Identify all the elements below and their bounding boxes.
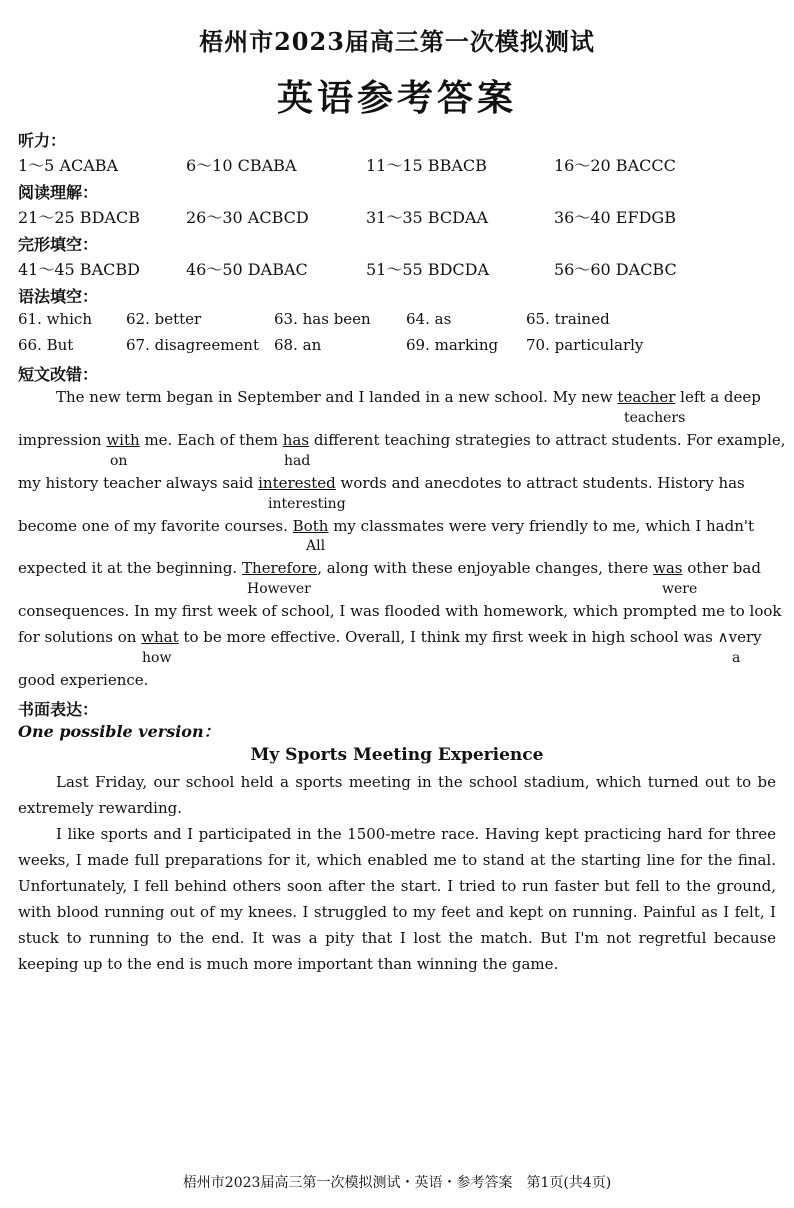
grammar-label: 语法填空： xyxy=(18,287,99,306)
correction-fix: However xyxy=(247,581,311,597)
grammar-answer: 70. particularly xyxy=(526,336,644,354)
error-word: has xyxy=(282,431,310,449)
answer-group: 51～55 BDCDA xyxy=(366,260,490,279)
answer-group: 46～50 DABAC xyxy=(186,260,308,279)
cloze-answers xyxy=(18,257,778,279)
reading-answers xyxy=(18,205,778,227)
answer-group: 1～5 ACABA xyxy=(18,156,119,175)
exam-title: 梧州市2023届高三第一次模拟测试 xyxy=(199,27,595,56)
correction-fix: teachers xyxy=(624,410,686,426)
correction-line-2 xyxy=(18,431,786,449)
answer-group: 31～35 BCDAA xyxy=(366,208,489,227)
correction-line-3 xyxy=(18,474,745,492)
correction-fix: interesting xyxy=(268,496,346,512)
grammar-row-2 xyxy=(18,336,778,358)
answer-group: 6～10 CBABA xyxy=(186,156,297,175)
grammar-answer: 64. as xyxy=(406,310,452,328)
grammar-row-1 xyxy=(18,310,778,332)
error-word: was xyxy=(653,559,683,577)
grammar-answer: 69. marking xyxy=(406,336,499,354)
correction-label: 短文改错： xyxy=(18,365,99,384)
passage-text: my classmates were very friendly to me, which I hadn't xyxy=(333,517,755,535)
insert-caret: ∧ xyxy=(717,628,729,646)
answer-group: 16～20 BACCC xyxy=(554,156,676,175)
correction-fix: a xyxy=(732,650,741,666)
correction-fix: All xyxy=(306,538,326,554)
passage-text: different teaching strategies to attract students. For example, xyxy=(313,431,786,449)
correction-line-7 xyxy=(18,628,762,646)
error-word: interested xyxy=(258,474,336,492)
error-word: Both xyxy=(292,517,329,535)
answer-group: 26～30 ACBCD xyxy=(186,208,309,227)
passage-text: very xyxy=(728,628,762,646)
essay-paragraph-2: I like sports and I participated in the 1500-metre race. Having kept practicing hard for three weeks, I made full preparations for it, which enabled me to stand at the starting line for the final. Unfortunately, I fell behind others soon after the start. I tried to run faster but fell to the ground, with blood running out of my knees. I struggled to my feet and kept on running. Painful as I felt, I stuck to running to the end. It was a pity that I lost the match. But I'm not regretful because keeping up to the end is much more important than winning the game. xyxy=(18,825,776,973)
grammar-answer: 67. disagreement xyxy=(126,336,259,354)
answer-group: 41～45 BACBD xyxy=(18,260,140,279)
error-word: what xyxy=(141,628,179,646)
error-word: with xyxy=(106,431,140,449)
correction-line-6: consequences. In my first week of school, I was flooded with homework, which prompted me to look xyxy=(18,602,782,620)
possible-version-label: One possible version： xyxy=(18,722,220,741)
answer-group: 11～15 BBACB xyxy=(366,156,487,175)
page-footer: 梧州市2023届高三第一次模拟测试・英语・参考答案 第1页(共4页) xyxy=(182,1175,612,1191)
passage-text: The new term began in September and I landed in a new school. My new xyxy=(56,388,613,406)
passage-text: become one of my favorite courses. xyxy=(18,517,288,535)
listening-answers xyxy=(18,153,778,175)
grammar-answer: 62. better xyxy=(126,310,202,328)
passage-text: words and anecdotes to attract students. History has xyxy=(340,474,745,492)
answer-group: 56～60 DACBC xyxy=(554,260,677,279)
answer-group: 36～40 EFDGB xyxy=(554,208,676,227)
correction-fix: had xyxy=(284,453,311,469)
writing-label: 书面表达： xyxy=(18,700,99,719)
correction-line-1 xyxy=(56,388,761,406)
reading-label: 阅读理解： xyxy=(18,183,99,202)
passage-text: my history teacher always said xyxy=(18,474,254,492)
grammar-answer: 61. which xyxy=(18,310,92,328)
essay-paragraph-1: Last Friday, our school held a sports meeting in the school stadium, which turned out to be extremely rewarding. xyxy=(18,773,776,817)
correction-fix: on xyxy=(110,453,128,469)
grammar-answer: 63. has been xyxy=(274,310,371,328)
passage-text: other bad xyxy=(687,559,761,577)
correction-line-4 xyxy=(18,517,754,535)
cloze-label: 完形填空： xyxy=(18,235,99,254)
passage-text: impression xyxy=(18,431,102,449)
passage-text: to be more effective. Overall, I think my first week in high school was xyxy=(183,628,713,646)
correction-line-8: good experience. xyxy=(18,671,149,689)
grammar-answer: 68. an xyxy=(274,336,322,354)
answer-group: 21～25 BDACB xyxy=(18,208,140,227)
essay-title: My Sports Meeting Experience xyxy=(250,745,544,765)
error-word: Therefore xyxy=(241,559,318,577)
listening-label: 听力： xyxy=(18,131,67,150)
grammar-answer: 65. trained xyxy=(526,310,610,328)
error-word: teacher xyxy=(617,388,676,406)
passage-text: left a deep xyxy=(680,388,761,406)
passage-text: for solutions on xyxy=(18,628,137,646)
grammar-answer: 66. But xyxy=(18,336,74,354)
passage-text: , along with these enjoyable changes, there xyxy=(317,559,649,577)
answer-key-title: 英语参考答案 xyxy=(276,77,517,119)
correction-line-5 xyxy=(18,559,761,577)
correction-fix: were xyxy=(662,581,698,597)
correction-fix: how xyxy=(142,650,172,666)
passage-text: me. Each of them xyxy=(144,431,278,449)
passage-text: expected it at the beginning. xyxy=(18,559,238,577)
